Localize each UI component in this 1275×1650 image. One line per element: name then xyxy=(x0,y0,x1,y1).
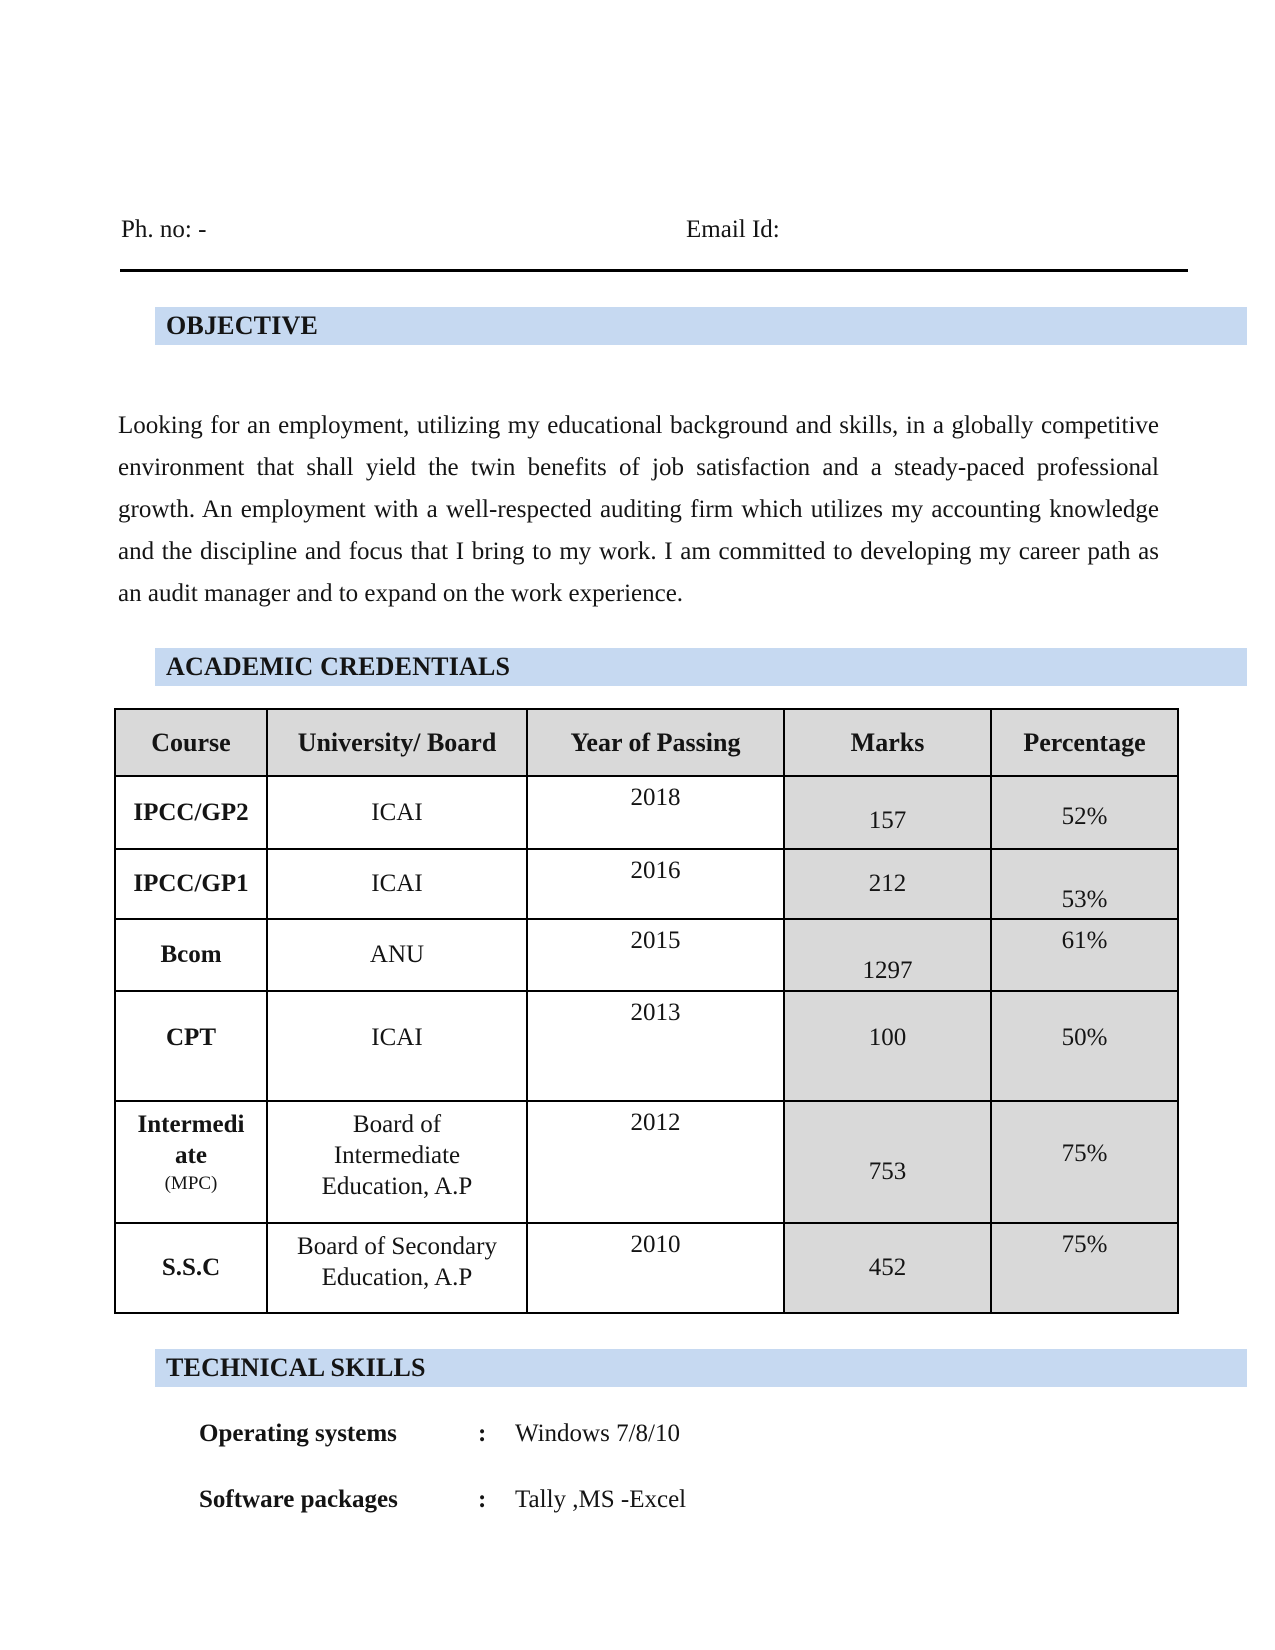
table-row xyxy=(115,919,1178,991)
skill-label: Operating systems xyxy=(199,1420,397,1447)
skill-value: Tally ,MS -Excel xyxy=(515,1486,687,1513)
table-header-row xyxy=(115,709,1178,776)
table-row xyxy=(115,776,1178,849)
objective-heading-text: OBJECTIVE xyxy=(166,311,319,340)
cell-university: Board of Intermediate Education, A.P xyxy=(267,1101,527,1223)
cell-year: 2013 xyxy=(527,991,784,1101)
cell-year: 2016 xyxy=(527,849,784,919)
skills-heading-text: TECHNICAL SKILLS xyxy=(166,1353,426,1382)
cell-marks: 212 xyxy=(784,849,991,919)
cell-percentage: 75% xyxy=(991,1101,1178,1223)
table-row xyxy=(115,991,1178,1101)
technical-skills-section-heading xyxy=(155,1349,1247,1387)
cell-marks: 157 xyxy=(784,776,991,849)
table-row xyxy=(115,1101,1178,1223)
header-cell-course: Course xyxy=(115,709,267,776)
academic-credentials-section-heading xyxy=(155,648,1247,686)
cell-university: ICAI xyxy=(267,776,527,849)
cell-year: 2010 xyxy=(527,1223,784,1313)
email-label: Email Id: xyxy=(686,216,780,243)
cell-course: Intermedi ate (MPC) xyxy=(115,1101,267,1223)
cell-percentage: 53% xyxy=(991,849,1178,919)
header-cell-percentage: Percentage xyxy=(991,709,1178,776)
objective-section-heading xyxy=(155,307,1247,345)
skill-line-operating-systems xyxy=(199,1420,680,1448)
cell-percentage: 61% xyxy=(991,919,1178,991)
cell-course: S.S.C xyxy=(115,1223,267,1313)
cell-university: Board of Secondary Education, A.P xyxy=(267,1223,527,1313)
cell-university: ICAI xyxy=(267,849,527,919)
header-divider xyxy=(120,269,1188,272)
cell-year: 2012 xyxy=(527,1101,784,1223)
skill-separator: : xyxy=(478,1420,487,1447)
cell-marks: 452 xyxy=(784,1223,991,1313)
cell-course: IPCC/GP2 xyxy=(115,776,267,849)
cell-marks: 100 xyxy=(784,991,991,1101)
phone-label: Ph. no: - xyxy=(121,216,207,243)
table-row xyxy=(115,1223,1178,1313)
cell-university: ANU xyxy=(267,919,527,991)
academic-credentials-table xyxy=(114,708,1179,1314)
skill-label: Software packages xyxy=(199,1486,398,1513)
skill-separator: : xyxy=(478,1486,487,1513)
cell-marks: 1297 xyxy=(784,919,991,991)
skill-value: Windows 7/8/10 xyxy=(515,1420,680,1447)
cell-year: 2018 xyxy=(527,776,784,849)
header-cell-university: University/ Board xyxy=(267,709,527,776)
cell-course: CPT xyxy=(115,991,267,1101)
cell-university: ICAI xyxy=(267,991,527,1101)
objective-paragraph: Looking for an employment, utilizing my educational background and skills, in a globally competitive environment that shall yield the twin benefits of job satisfaction and a steady-paced professional growth. An employment with a well-respected auditing firm which utilizes my accounting knowledge and the discipline and focus that I bring to my work. I am committed to developing my career path as an audit manager and to expand on the work experience. xyxy=(118,412,1159,607)
cell-percentage: 50% xyxy=(991,991,1178,1101)
cell-percentage: 75% xyxy=(991,1223,1178,1313)
header-cell-marks: Marks xyxy=(784,709,991,776)
cell-course: IPCC/GP1 xyxy=(115,849,267,919)
skill-line-software-packages xyxy=(199,1486,686,1514)
cell-year: 2015 xyxy=(527,919,784,991)
cell-percentage: 52% xyxy=(991,776,1178,849)
header-cell-year: Year of Passing xyxy=(527,709,784,776)
academic-heading-text: ACADEMIC CREDENTIALS xyxy=(166,652,511,681)
table-row xyxy=(115,849,1178,919)
cell-marks: 753 xyxy=(784,1101,991,1223)
cell-course: Bcom xyxy=(115,919,267,991)
